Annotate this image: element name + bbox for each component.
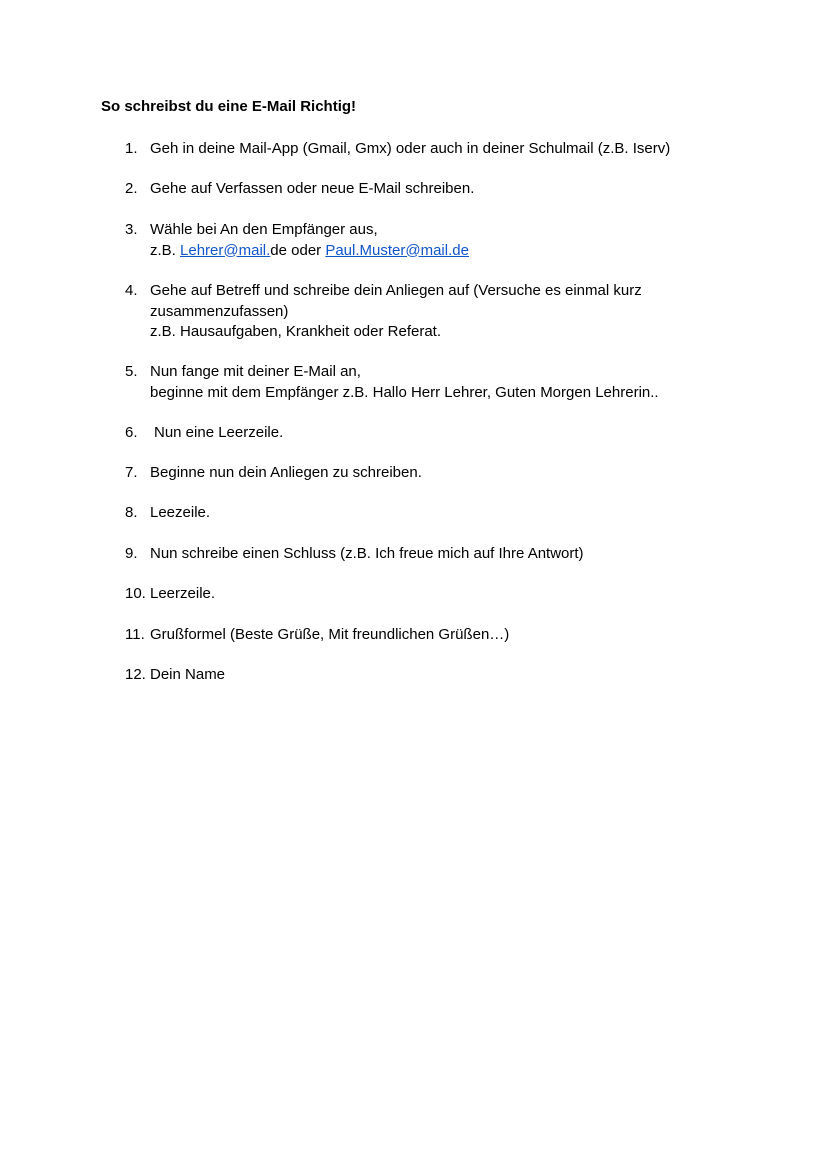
list-item-10 (125, 584, 705, 605)
item-number: 12. (125, 666, 146, 683)
item-text: Geh in deine Mail-App (Gmail, Gmx) oder auch in deiner Schulmail (z.B. Iserv) (150, 140, 671, 157)
list-item-8 (125, 503, 705, 524)
item-text: Nun eine Leerzeile. (154, 424, 284, 441)
item-example-line: z.B. Hausaufgaben, Krankheit oder Referat. (150, 323, 442, 340)
list-item-12 (125, 665, 705, 686)
item-text: Wähle bei An den Empfänger aus, (150, 221, 378, 238)
item-text: Nun schreibe einen Schluss (z.B. Ich freue mich auf Ihre Antwort) (150, 545, 584, 562)
list-item-3 (125, 220, 705, 261)
item-number: 2. (125, 180, 138, 197)
list-item-1 (125, 139, 705, 160)
list-item-2 (125, 179, 705, 200)
item-number: 9. (125, 545, 138, 562)
item-number: 4. (125, 282, 138, 299)
list-item-7 (125, 463, 705, 484)
email-link-lehrer[interactable]: Lehrer@mail. (180, 241, 271, 259)
item-text: Gehe auf Betreff und schreibe dein Anliegen auf (Versuche es einmal kurz (150, 282, 642, 299)
item-text-continued: zusammenzufassen) (150, 302, 289, 320)
item-text: Leezeile. (150, 504, 211, 521)
item-number: 5. (125, 363, 138, 380)
email-link-paul-muster[interactable]: Paul.Muster@mail.de (325, 241, 469, 259)
item-text: Grußformel (Beste Grüße, Mit freundlichen Grüßen…) (150, 626, 510, 643)
item-number: 8. (125, 504, 138, 521)
item-text: Nun fange mit deiner E-Mail an, (150, 363, 361, 380)
item-text: Dein Name (150, 666, 226, 683)
list-item-11 (125, 625, 705, 646)
list-item-9 (125, 544, 705, 565)
item-example-line (150, 241, 705, 262)
example-middle: de oder (270, 241, 326, 259)
item-number: 10. (125, 585, 146, 602)
item-text: Beginne nun dein Anliegen zu schreiben. (150, 464, 422, 481)
list-item-4 (125, 281, 705, 343)
list-item-6 (125, 423, 705, 444)
item-example-line: beginne mit dem Empfänger z.B. Hallo Herr Lehrer, Guten Morgen Lehrerin.. (150, 383, 659, 401)
document-title: So schreibst du eine E-Mail Richtig! (101, 98, 357, 115)
item-number: 1. (125, 140, 138, 157)
example-prefix: z.B. (150, 241, 181, 259)
item-number: 11. (125, 626, 145, 643)
item-text: Gehe auf Verfassen oder neue E-Mail schreiben. (150, 180, 475, 197)
item-text: Leerzeile. (150, 585, 216, 602)
list-item-5 (125, 362, 705, 403)
item-number: 3. (125, 221, 138, 238)
item-number: 7. (125, 464, 138, 481)
item-number: 6. (125, 424, 138, 441)
